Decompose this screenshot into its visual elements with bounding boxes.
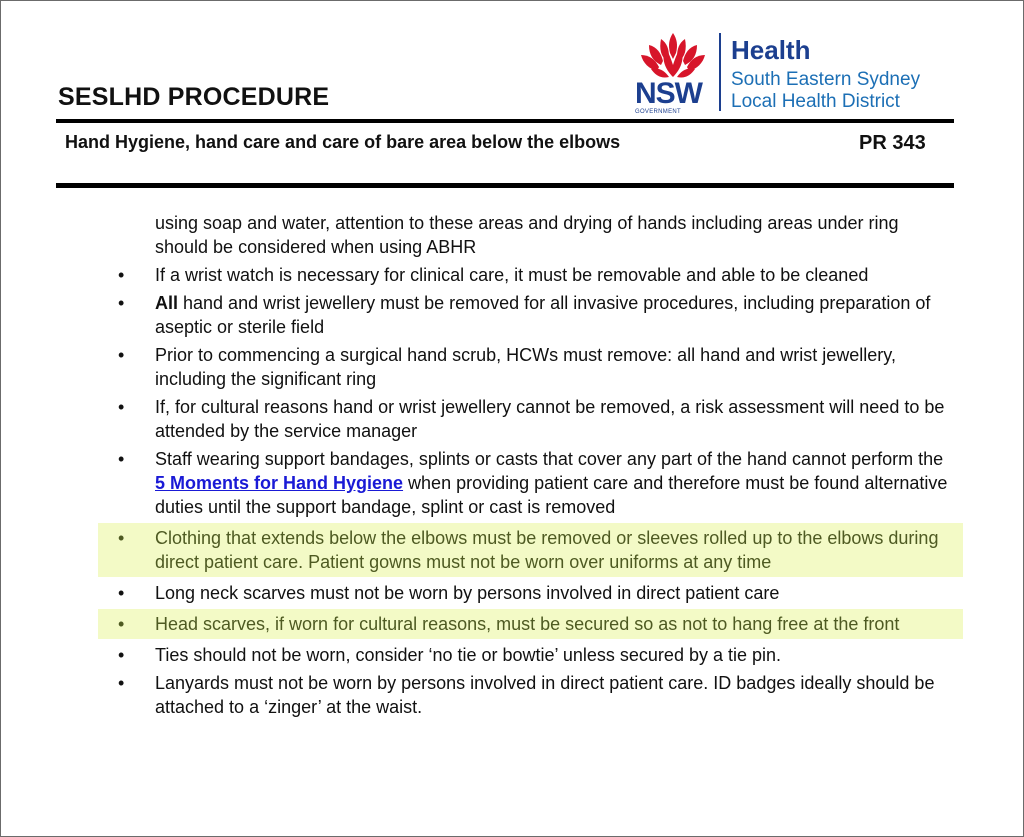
list-item-text: If, for cultural reasons hand or wrist jewellery cannot be removed, a risk assessment will need to be attended by the service manager (155, 397, 945, 441)
list-item-text: Head scarves, if worn for cultural reasons, must be secured so as not to hang free at the front (155, 614, 900, 634)
header-rule-top (56, 119, 954, 123)
list-item (1, 263, 1023, 287)
district-name (731, 69, 920, 113)
list-item (1, 343, 1023, 391)
waratah-flower-icon (631, 29, 715, 79)
nsw-logo-text: NSW (635, 77, 702, 110)
procedure-title: SESLHD PROCEDURE (58, 83, 330, 111)
list-item-text-after: when providing patient care and therefore must be found alternative duties until the support bandage, splint or cast is removed (155, 473, 948, 517)
logo-divider (719, 33, 721, 111)
list-item (1, 643, 1023, 667)
list-item-text: Clothing that extends below the elbows must be removed or sleeves rolled up to the elbows during direct patient care. Patient gowns must not be worn over uniforms at any time (155, 528, 939, 572)
bullet-icon: • (118, 449, 125, 469)
list-item (1, 291, 1023, 339)
health-logo-text: Health (731, 35, 811, 65)
document-number: PR 343 (859, 132, 926, 154)
continuation-paragraph: using soap and water, attention to these areas and drying of hands including areas under ring should be considered when using ABHR (155, 213, 899, 257)
bullet-icon: • (118, 397, 125, 417)
list-item-highlighted (98, 523, 963, 577)
list-item-text: Ties should not be worn, consider ‘no tie or bowtie’ unless secured by a tie pin. (155, 645, 782, 665)
district-line-1: South Eastern Sydney (731, 69, 921, 90)
header-rule-bottom (56, 183, 954, 188)
government-logo-text: GOVERNMENT (635, 109, 682, 115)
document-subtitle: Hand Hygiene, hand care and care of bare area below the elbows (65, 132, 621, 152)
list-item-text: Lanyards must not be worn by persons involved in direct patient care. ID badges ideally should be attached to a ‘zinger’ at the waist. (155, 673, 935, 717)
bullet-icon: • (118, 673, 125, 693)
bullet-icon: • (118, 645, 125, 665)
list-item-text: If a wrist watch is necessary for clinical care, it must be removable and able to be cleaned (155, 265, 869, 285)
list-item-text: Prior to commencing a surgical hand scrub, HCWs must remove: all hand and wrist jewellery, including the significant ring (155, 345, 896, 389)
list-item-bold-prefix: All (155, 293, 179, 313)
list-item-text: Long neck scarves must not be worn by persons involved in direct patient care (155, 583, 780, 603)
document-body (1, 211, 1023, 719)
list-item (1, 447, 1023, 519)
bullet-icon: • (118, 265, 125, 285)
list-item (1, 671, 1023, 719)
bullet-icon: • (118, 583, 125, 603)
five-moments-link[interactable]: 5 Moments for Hand Hygiene (155, 473, 404, 493)
list-item (1, 395, 1023, 443)
list-item-highlighted (98, 609, 963, 639)
list-item-text: Staff wearing support bandages, splints or casts that cover any part of the hand cannot perform the (155, 449, 944, 469)
list-item (1, 581, 1023, 605)
bullet-icon: • (118, 528, 125, 548)
nsw-health-logo (631, 29, 961, 113)
bullet-icon: • (118, 614, 125, 634)
bullet-icon: • (118, 293, 125, 313)
bullet-icon: • (118, 345, 125, 365)
list-item-text: hand and wrist jewellery must be removed for all invasive procedures, including preparation of aseptic or sterile field (155, 293, 931, 337)
district-line-2: Local Health District (731, 91, 900, 112)
bullet-list (1, 263, 1023, 719)
